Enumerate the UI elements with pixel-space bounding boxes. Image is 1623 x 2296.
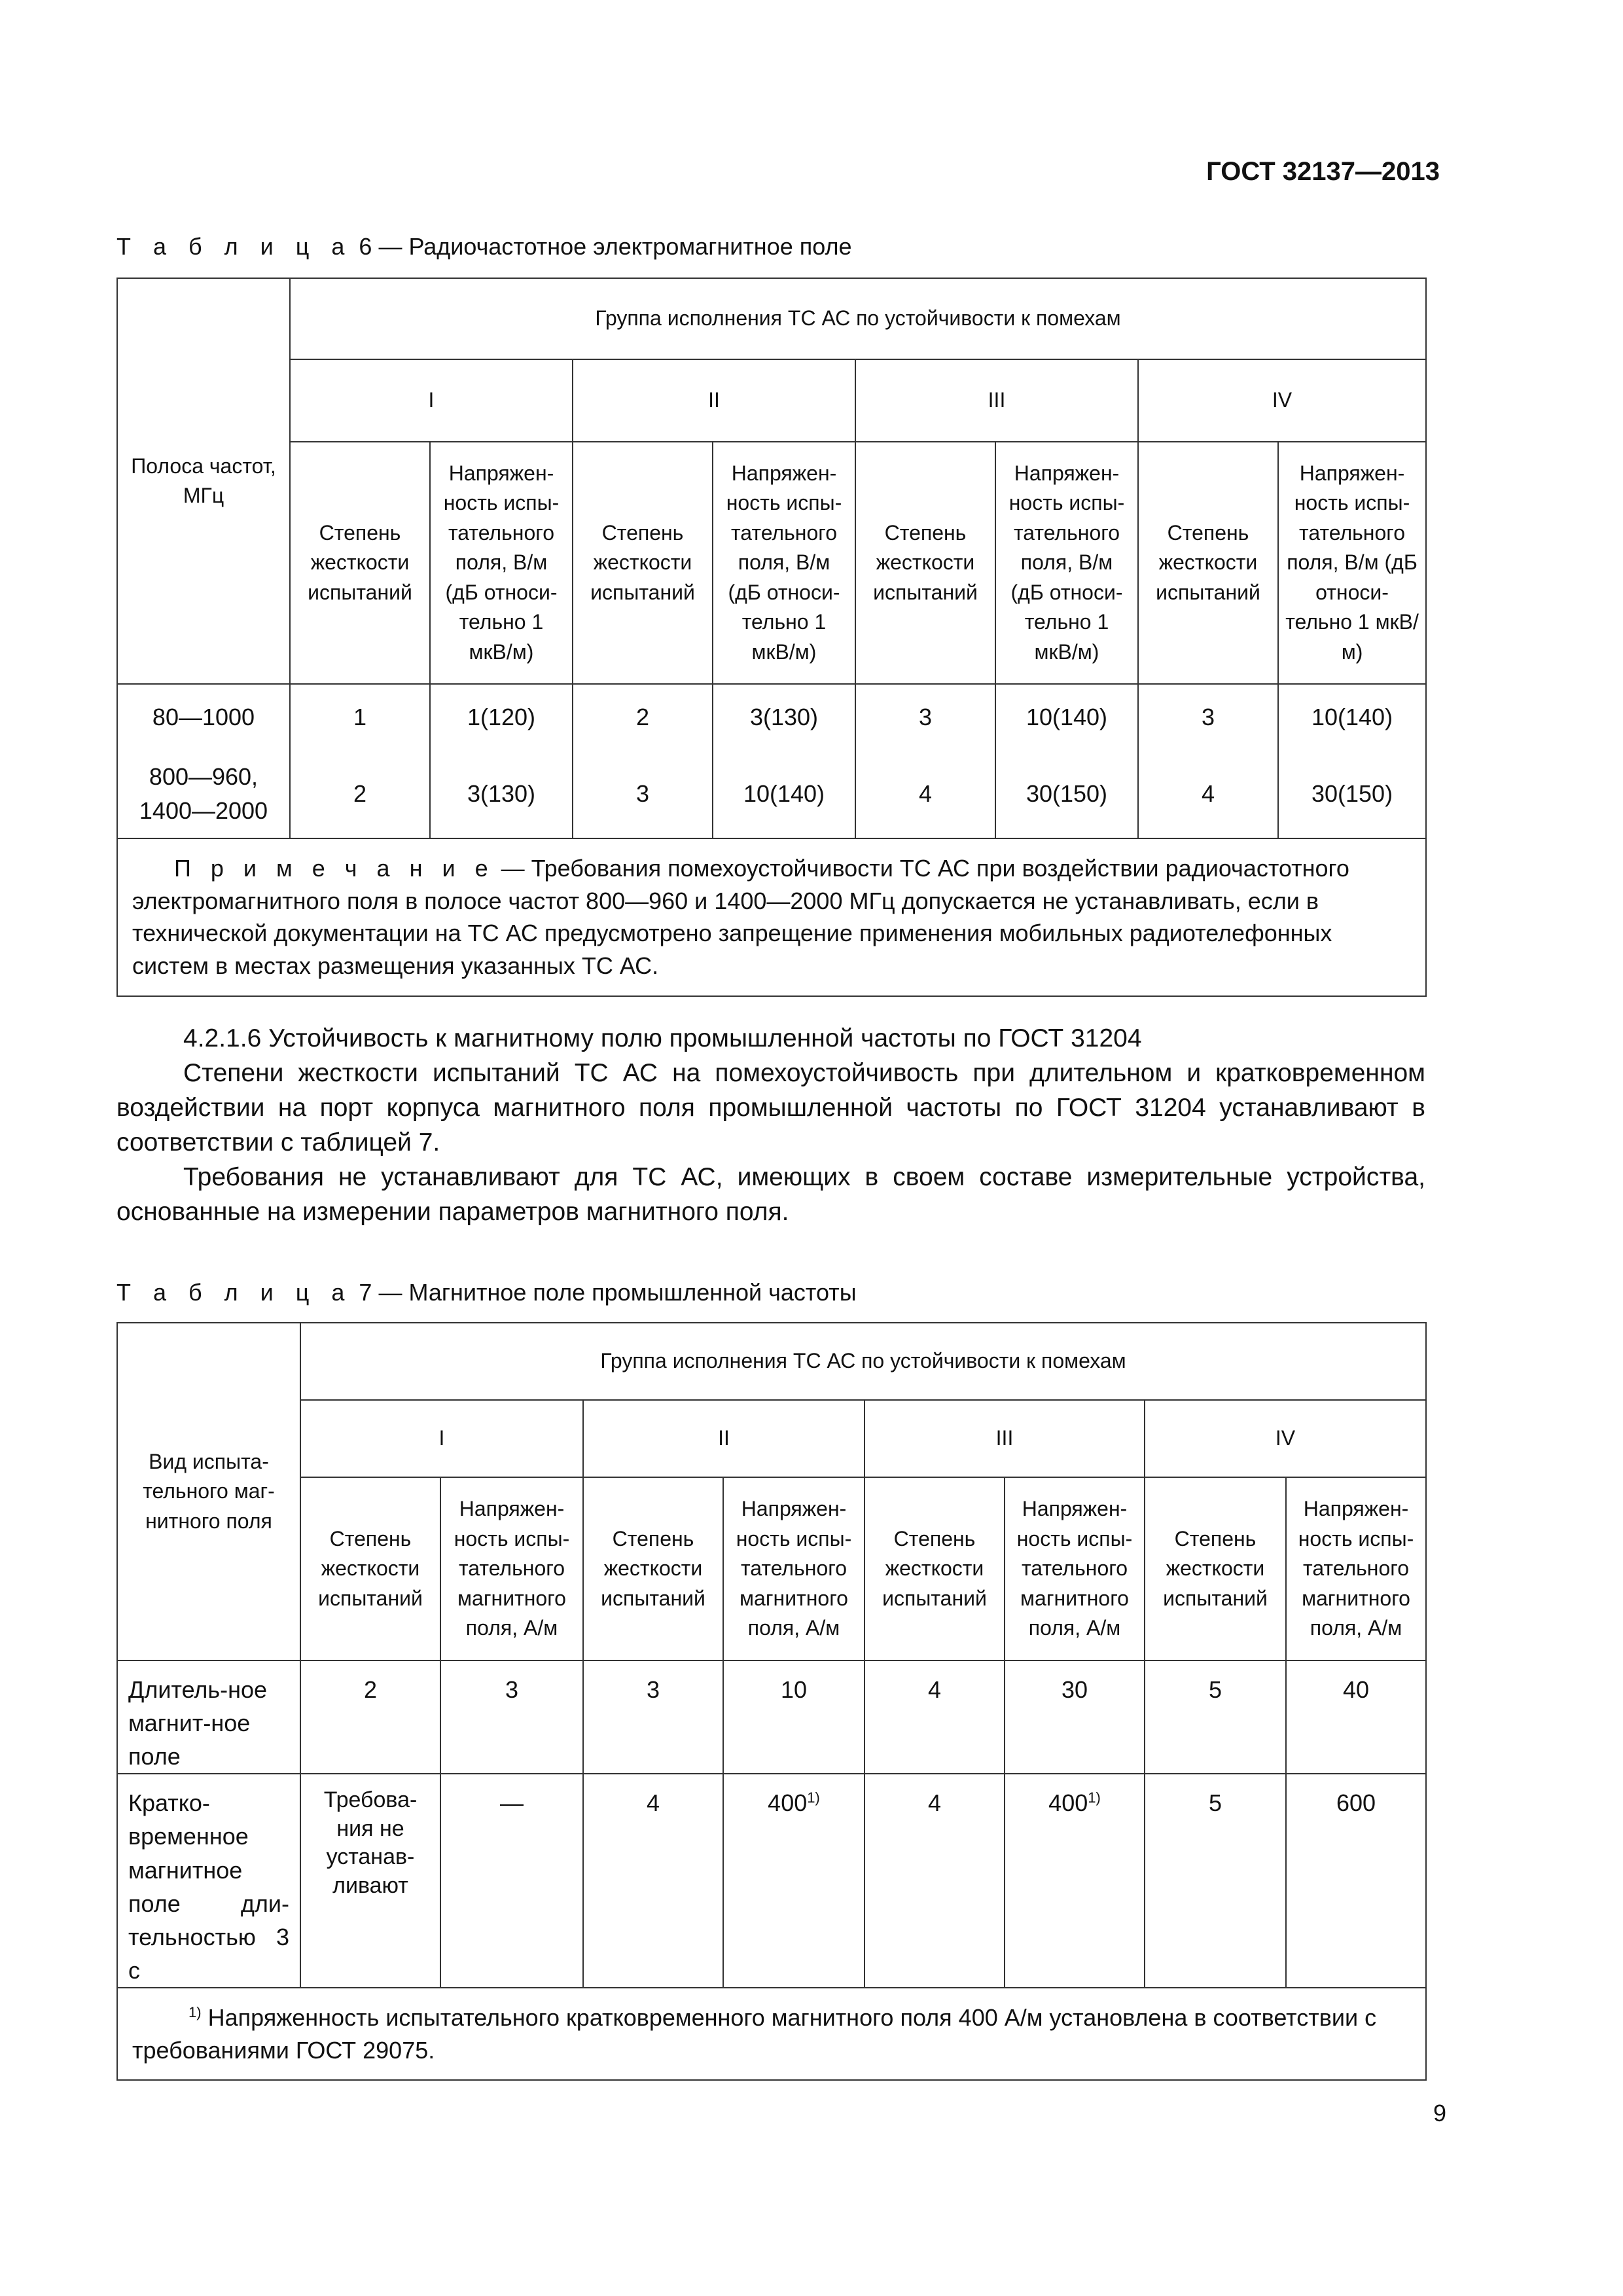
- table6-cell: 30(150): [995, 749, 1138, 838]
- table6-cell: 2: [290, 749, 430, 838]
- table7-cell: [723, 1774, 865, 1988]
- table7-cell: 10: [723, 1660, 865, 1774]
- document-id: ГОСТ 32137—2013: [1206, 157, 1440, 186]
- table7-cell-value: 400: [1048, 1789, 1088, 1817]
- table7-row-label: Длитель-ное магнит-ное поле: [117, 1660, 300, 1774]
- table6-cell: 3: [855, 684, 995, 749]
- table6-subheader-severity: Степень жесткости испытаний: [290, 442, 430, 684]
- table6-col-header-band: Полоса частот, МГц: [117, 278, 290, 684]
- table6-cell: 10(140): [1278, 684, 1426, 749]
- table7-cell: 600: [1286, 1774, 1426, 1988]
- table6-cell: 2: [573, 684, 713, 749]
- table7-caption-text: 7 — Магнитное поле промышленной частоты: [359, 1279, 857, 1306]
- table6-subheader-severity: Степень жесткости испытаний: [855, 442, 995, 684]
- table6-note-text: — Требования помехоустойчивости ТС АС при воздействии радиочастотного электромагнитного поля в полосе частот 800—960 и 1400—2000 МГц допускается не устанавливать, если в технической документации на ТС АС предусмотрено запрещение применения мобильных радиотелефонных систем в местах размещения указанных ТС АС.: [132, 855, 1349, 980]
- table7-cell: 4: [865, 1774, 1005, 1988]
- table-row: [117, 1660, 1426, 1774]
- table6-cell: 10(140): [713, 749, 855, 838]
- section-heading: 4.2.1.6 Устойчивость к магнитному полю промышленной частоты по ГОСТ 31204: [183, 1024, 1142, 1052]
- table7-cell: 4: [583, 1774, 723, 1988]
- table6-group-4: IV: [1138, 359, 1426, 442]
- table6-cell: 1: [290, 684, 430, 749]
- table6: [116, 278, 1427, 997]
- table7-row-label: Кратко-временное магнитное поле дли-тельностью 3 с: [117, 1774, 300, 1988]
- table7-cell: 2: [300, 1660, 440, 1774]
- table6-band: 80—1000: [117, 684, 290, 749]
- table7-cell: Требова-ния не устанав-ливают: [300, 1774, 440, 1988]
- table7-subheader-severity: Степень жесткости испытаний: [865, 1477, 1005, 1660]
- table6-group-3: III: [855, 359, 1138, 442]
- footnote-ref: 1): [1088, 1789, 1101, 1806]
- table7-cell: 5: [1145, 1660, 1286, 1774]
- page-number: 9: [1433, 2100, 1446, 2126]
- table7-subheader-severity: Степень жесткости испытаний: [583, 1477, 723, 1660]
- footnote-ref: 1): [807, 1789, 820, 1806]
- table-row: [117, 749, 1426, 838]
- table6-note: [117, 838, 1426, 996]
- table6-subheader-strength: Напряжен-ность испы-тательного поля, В/м (дБ относи-тельно 1 мкВ/м): [430, 442, 573, 684]
- table-row: [117, 684, 1426, 749]
- table6-cell: 3(130): [713, 684, 855, 749]
- table7-subheader-strength: Напряжен-ность испы-тательного магнитного поля, А/м: [723, 1477, 865, 1660]
- table7-group-2: II: [583, 1400, 865, 1477]
- table7-footnote: [117, 1988, 1426, 2080]
- table7-caption-prefix: Т а б л и ц а: [116, 1279, 353, 1306]
- table7-subheader-strength: Напряжен-ность испы-тательного магнитного поля, А/м: [1286, 1477, 1426, 1660]
- table7-cell: 30: [1005, 1660, 1145, 1774]
- table6-subheader-strength: Напряжен-ность испы-тательного поля, В/м (дБ относи-тельно 1 мкВ/м): [1278, 442, 1426, 684]
- table6-group-1: I: [290, 359, 573, 442]
- table7-cell: 4: [865, 1660, 1005, 1774]
- table6-cell: 3(130): [430, 749, 573, 838]
- table7-cell: 3: [583, 1660, 723, 1774]
- table7-subheader-strength: Напряжен-ность испы-тательного магнитного поля, А/м: [1005, 1477, 1145, 1660]
- table6-cell: 3: [573, 749, 713, 838]
- table-row: [117, 1774, 1426, 1988]
- table6-subheader-severity: Степень жесткости испытаний: [573, 442, 713, 684]
- table7-subheader-severity: Степень жесткости испытаний: [1145, 1477, 1286, 1660]
- table7: [116, 1322, 1427, 2081]
- table6-subheader-strength: Напряжен-ность испы-тательного поля, В/м (дБ относи-тельно 1 мкВ/м): [713, 442, 855, 684]
- table7-subheader-strength: Напряжен-ность испы-тательного магнитного поля, А/м: [440, 1477, 583, 1660]
- table6-cell: 30(150): [1278, 749, 1426, 838]
- table7-group-header: Группа исполнения ТС АС по устойчивости к помехам: [300, 1323, 1426, 1400]
- table7-cell: —: [440, 1774, 583, 1988]
- table6-cell: 10(140): [995, 684, 1138, 749]
- table7-subheader-severity: Степень жесткости испытаний: [300, 1477, 440, 1660]
- table6-caption-prefix: Т а б л и ц а: [116, 233, 353, 260]
- table6-caption: [116, 233, 852, 260]
- table7-caption: [116, 1279, 857, 1306]
- table7-group-1: I: [300, 1400, 583, 1477]
- table7-cell: [1005, 1774, 1145, 1988]
- table7-cell: 3: [440, 1660, 583, 1774]
- table7-footnote-text: Напряженность испытательного кратковременного магнитного поля 400 А/м установлена в соответствии с требованиями ГОСТ 29075.: [132, 2003, 1377, 2064]
- table6-cell: 1(120): [430, 684, 573, 749]
- section-body: [116, 1021, 1425, 1229]
- table7-group-3: III: [865, 1400, 1145, 1477]
- table6-subheader-strength: Напряжен-ность испы-тательного поля, В/м (дБ относи-тельно 1 мкВ/м): [995, 442, 1138, 684]
- section-paragraph-1: Степени жесткости испытаний ТС АС на помехоустойчивость при длительном и кратковременном воздействии на порт корпуса магнитного поля промышленной частоты по ГОСТ 31204 устанавливают в соответствии с таблицей 7.: [116, 1059, 1425, 1157]
- table7-cell: 40: [1286, 1660, 1426, 1774]
- table6-group-2: II: [573, 359, 855, 442]
- table6-subheader-severity: Степень жесткости испытаний: [1138, 442, 1278, 684]
- table7-cell-value: 400: [768, 1789, 808, 1817]
- table6-cell: 4: [1138, 749, 1278, 838]
- table6-band: 800—960, 1400—2000: [117, 749, 290, 838]
- table6-caption-text: 6 — Радиочастотное электромагнитное поле: [359, 233, 852, 260]
- table7-cell: 5: [1145, 1774, 1286, 1988]
- table6-note-label: П р и м е ч а н и е: [174, 855, 495, 882]
- section-paragraph-2: Требования не устанавливают для ТС АС, имеющих в своем составе измерительные устройства, основанные на измерении параметров магнитного поля.: [116, 1163, 1425, 1227]
- footnote-mark: 1): [188, 2003, 202, 2020]
- table6-cell: 3: [1138, 684, 1278, 749]
- table7-group-4: IV: [1145, 1400, 1426, 1477]
- table7-col-header-field-type: Вид испыта-тельного маг-нитного поля: [117, 1323, 300, 1660]
- table6-cell: 4: [855, 749, 995, 838]
- table6-group-header: Группа исполнения ТС АС по устойчивости к помехам: [290, 278, 1426, 359]
